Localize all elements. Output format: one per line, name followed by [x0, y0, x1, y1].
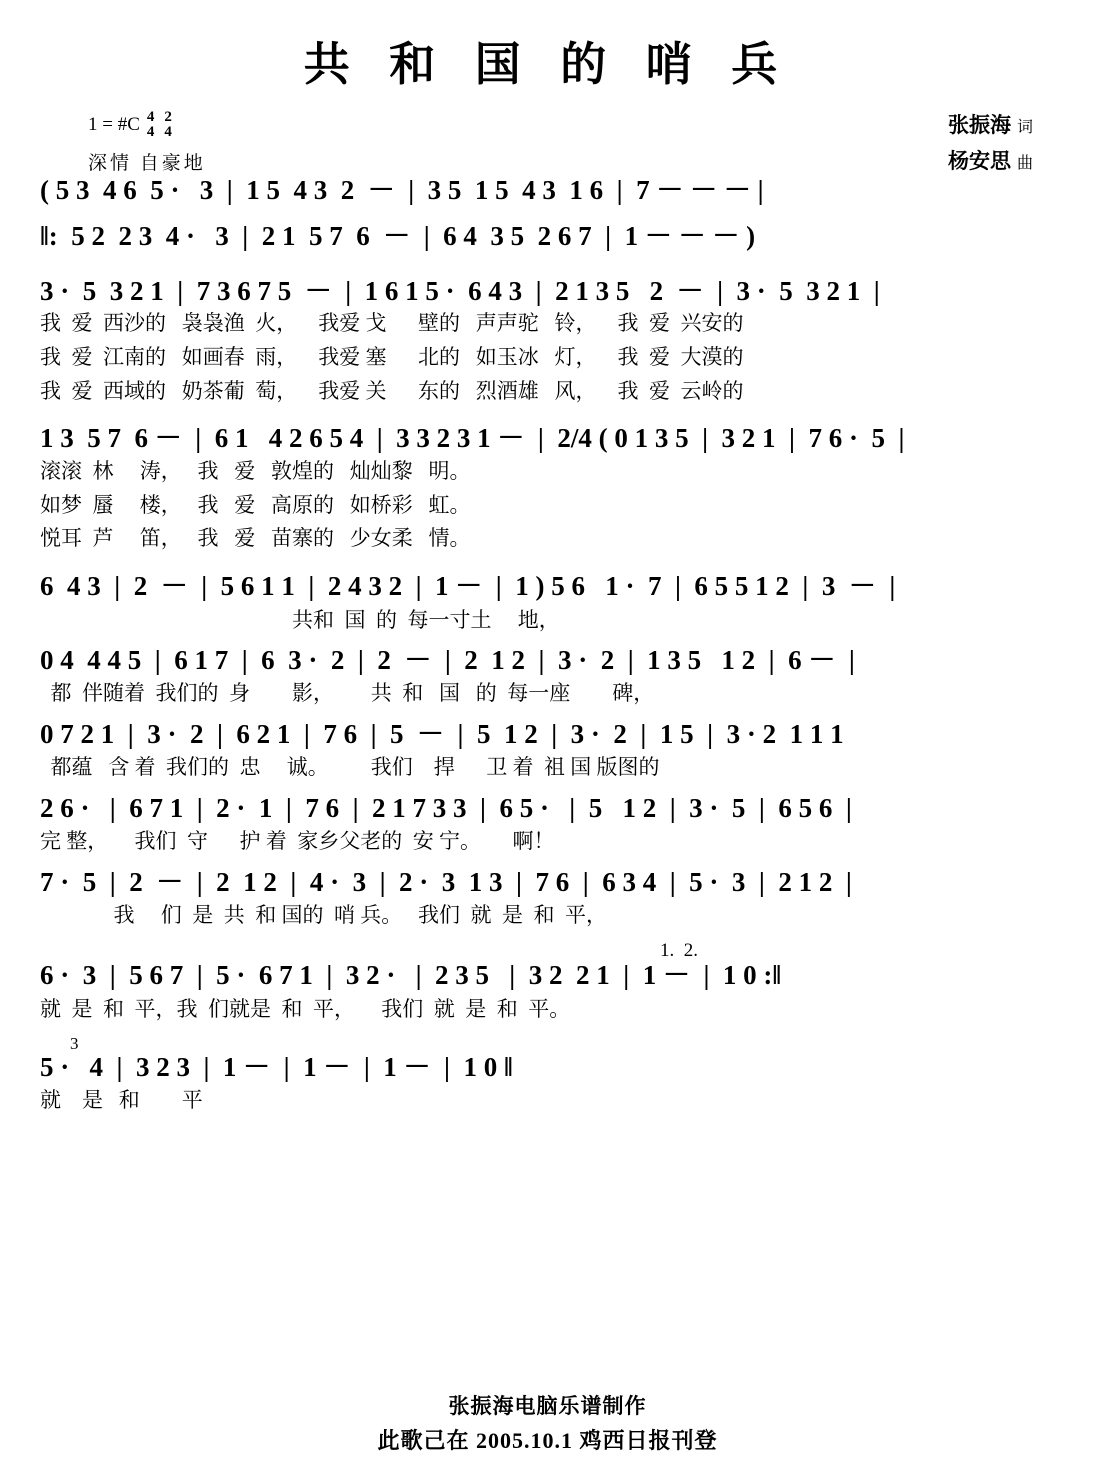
music-system-3 — [40, 277, 1055, 407]
lyric-line-verse-2: 我 爱 江南的 如画春 雨， 我爱 塞 北的 如玉冰 灯， 我 爱 大漠的 — [40, 344, 744, 369]
mood-marking: 深情 自豪地 — [88, 153, 206, 174]
lyric-line: 共和 国 的 每一寸土 地， — [40, 607, 560, 632]
page-title: 共 和 国 的 哨 兵 — [303, 39, 792, 90]
music-system-10 — [40, 941, 1055, 1025]
music-system-7 — [40, 720, 1055, 784]
lyric-line: 都蕴 含 着 我们的 忠 诚。 我们 捍 卫 着 祖 国 版图的 — [40, 755, 660, 780]
notation-line: 6 4 3 | 2 － | 5 6 1 1 | 2 4 3 2 | 1 － | 1 ) 5 6 1 · 7 | 6 5 5 1 2 | 3 － | — [40, 571, 896, 602]
music-system-6 — [40, 646, 1055, 710]
music-system-5 — [40, 572, 1055, 636]
notation-line: 7 · 5 | 2 － | 2 1 2 | 4 · 3 | 2 · 3 1 3 | 7 6 | 6 3 4 | 5 · 3 | 2 1 2 | — [40, 866, 852, 897]
composer-role: 曲 — [1016, 154, 1033, 172]
notation-line: 0 4 4 4 5 | 6 1 7 | 6 3 · 2 | 2 － | 2 1 2 | 3 · 2 | 1 3 5 1 2 | 6 － | — [40, 645, 855, 676]
notation-line: 5 · 4 | 3 2 3 | 1 － | 1 － | 1 － | 1 0 ‖ — [40, 1052, 513, 1083]
lyricist-name: 张振海 — [947, 113, 1011, 137]
lyricist-role: 词 — [1016, 119, 1033, 136]
credits — [948, 108, 1033, 179]
composer-name: 杨安思 — [947, 148, 1011, 173]
lyric-line: 就 是 和 平，我 们就是 和 平， 我们 就 是 和 平。 — [40, 996, 571, 1021]
notation-line: 2 6 · | 6 7 1 | 2 · 1 | 7 6 | 2 1 7 3 3 | 6 5 · | 5 1 2 | 3 · 5 | 6 5 6 | — [40, 792, 852, 823]
credit-lyricist — [948, 108, 1033, 144]
lyric-line: 完 整， 我们 守 护 着 家乡父老的 安 宁。 啊！ — [40, 829, 555, 854]
lyric-line-verse-3: 悦耳 芦 笛， 我 爱 苗寨的 少女柔 情。 — [40, 526, 471, 551]
key-and-meter — [88, 110, 206, 175]
notation-line: ‖: 5 2 2 3 4 · 3 | 2 1 5 7 6 － | 6 4 3 5 2 6 7 | 1 － － － ) — [40, 221, 756, 252]
lyric-line-verse-3: 我 爱 西域的 奶茶葡 萄， 我爱 关 东的 烈酒雄 风， 我 爱 云岭的 — [40, 378, 744, 403]
lyric-line-verse-1: 我 爱 西沙的 袅袅渔 火， 我爱 戈 壁的 声声驼 铃， 我 爱 兴安的 — [40, 311, 744, 336]
lyric-line-verse-1: 滚滚 林 涛， 我 爱 敦煌的 灿灿黎 明。 — [40, 458, 471, 483]
time-signature-2-4: 2 4 — [164, 109, 172, 140]
lyric-line: 就 是 和 平 — [40, 1088, 203, 1113]
music-system-11 — [40, 1035, 1055, 1117]
notation-line: 1 3 5 7 6 － | 6 1 4 2 6 5 4 | 3 3 2 3 1 － | 2/4 ( 0 1 3 5 | 3 2 1 | 7 6 · 5 | — [40, 423, 905, 454]
notation-line: 3 · 5 3 2 1 | 7 3 6 7 5 － | 1 6 1 5 · 6 4 3 | 2 1 3 5 2 － | 3 · 5 3 2 1 | — [40, 275, 880, 306]
triplet-label: 3 — [70, 1034, 79, 1054]
credit-composer — [948, 144, 1033, 180]
music-system-2 — [40, 222, 1055, 250]
volta-endings-label: 1. 2. — [660, 940, 698, 962]
lyric-line-verse-2: 如梦 蜃 楼， 我 爱 高原的 如桥彩 虹。 — [40, 492, 471, 517]
key-signature: 1 = #C — [88, 114, 140, 135]
time-signature-4-4: 4 4 — [146, 109, 155, 140]
footer-line-2: 此歌己在 2005.10.1 鸡西日报刊登 — [377, 1428, 718, 1453]
music-system-8 — [40, 794, 1055, 858]
lyric-line: 都 伴随着 我们的 身 影， 共 和 国 的 每一座 碑， — [40, 681, 655, 706]
notation-line: 0 7 2 1 | 3 · 2 | 6 2 1 | 7 6 | 5 － | 5 1 2 | 3 · 2 | 1 5 | 3 · 2 1 1 1 — [40, 718, 844, 749]
music-system-4 — [40, 424, 1055, 554]
header-info — [0, 104, 1095, 176]
lyric-line: 我 们 是 共 和 国的 哨 兵。 我们 就 是 和 平， — [40, 902, 607, 927]
notation-line: ( 5 3 4 6 5 · 3 | 1 5 4 3 2 － | 3 5 1 5 4 3 1 6 | 7 － － － | — [40, 175, 764, 205]
footer-line-1: 张振海电脑乐谱制作 — [448, 1394, 647, 1418]
notation-line: 6 · 3 | 5 6 7 | 5 · 6 7 1 | 3 2 · | 2 3 5 | 3 2 2 1 | 1 － | 1 0 :‖ — [40, 960, 782, 991]
music-system-9 — [40, 868, 1055, 932]
footer — [0, 1390, 1095, 1455]
music-system-1 — [40, 176, 1055, 204]
